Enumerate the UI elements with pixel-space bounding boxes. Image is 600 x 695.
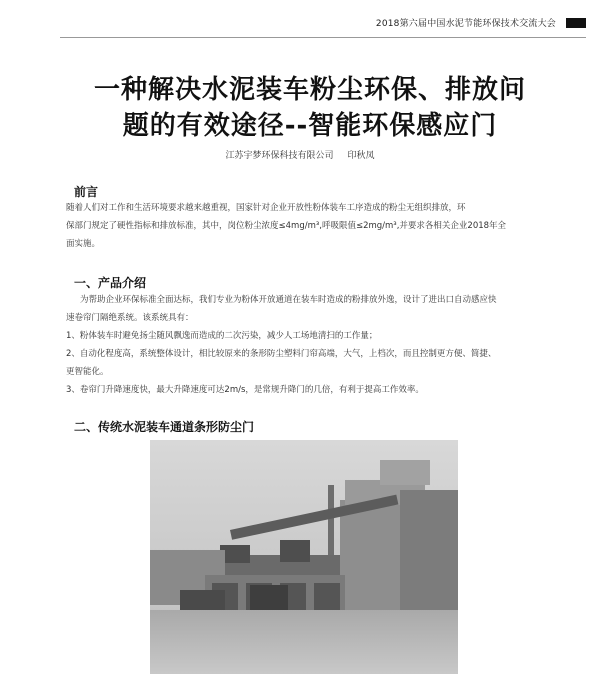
- author-name: 印秋凤: [347, 151, 375, 161]
- section1-item-1: 1、粉体装车时避免扬尘随风飘逸而造成的二次污染，减少人工场地清扫的工作量；: [66, 331, 378, 341]
- preface-line-2: 保部门规定了硬性指标和排放标准，其中，岗位粉尘浓度≤4mg/m³,呼吸限值≤2mg/m³,并要求各相关企业2018年全: [66, 221, 507, 231]
- conference-title: 2018第六届中国水泥节能环保技术交流大会: [375, 19, 556, 29]
- cement-plant-photo: [150, 440, 458, 674]
- section1-intro-line-1: 为帮助企业环保标准全面达标，我们专业为粉体开放通道在装车时造成的粉排放外逸，设计了进出口自动感应快: [80, 295, 497, 305]
- section1-intro-line-2: 速卷帘门隔绝系统。该系统具有：: [66, 313, 194, 323]
- section1-heading: 一、产品介绍: [74, 276, 147, 290]
- title-line-1: 一种解决水泥装车粉尘环保、排放问: [93, 75, 526, 105]
- header-rule: [60, 37, 586, 38]
- title-line-2: 题的有效途径--智能环保感应门: [122, 111, 498, 141]
- author-line: [0, 148, 600, 161]
- preface-heading: 前言: [74, 185, 99, 199]
- section2-heading: 二、传统水泥装车通道条形防尘门: [74, 420, 255, 434]
- running-header: [376, 16, 586, 29]
- preface-line-1: 随着人们对工作和生活环境要求越来越重视，国家针对企业开放性粉体装车工序造成的粉尘无组织排放，环: [66, 203, 466, 213]
- header-marker-bar: [566, 18, 586, 28]
- article-title: [60, 72, 560, 144]
- section1-item-3: 3、卷帘门升降速度快，最大升降速度可达2m/s，是常规升降门的几倍，有利于提高工作效率。: [66, 385, 424, 395]
- section1-item-2-line-1: 2、自动化程度高，系统整体设计，相比较原来的条形防尘塑料门帘高端，大气，上档次，而且控制更方便、简捷、: [66, 349, 497, 359]
- preface-line-3: 面实施。: [66, 239, 101, 249]
- cement-plant-illustration: [150, 440, 458, 674]
- author-company: 江苏宇梦环保科技有限公司: [225, 151, 334, 161]
- section1-item-2-line-2: 更智能化。: [66, 367, 109, 377]
